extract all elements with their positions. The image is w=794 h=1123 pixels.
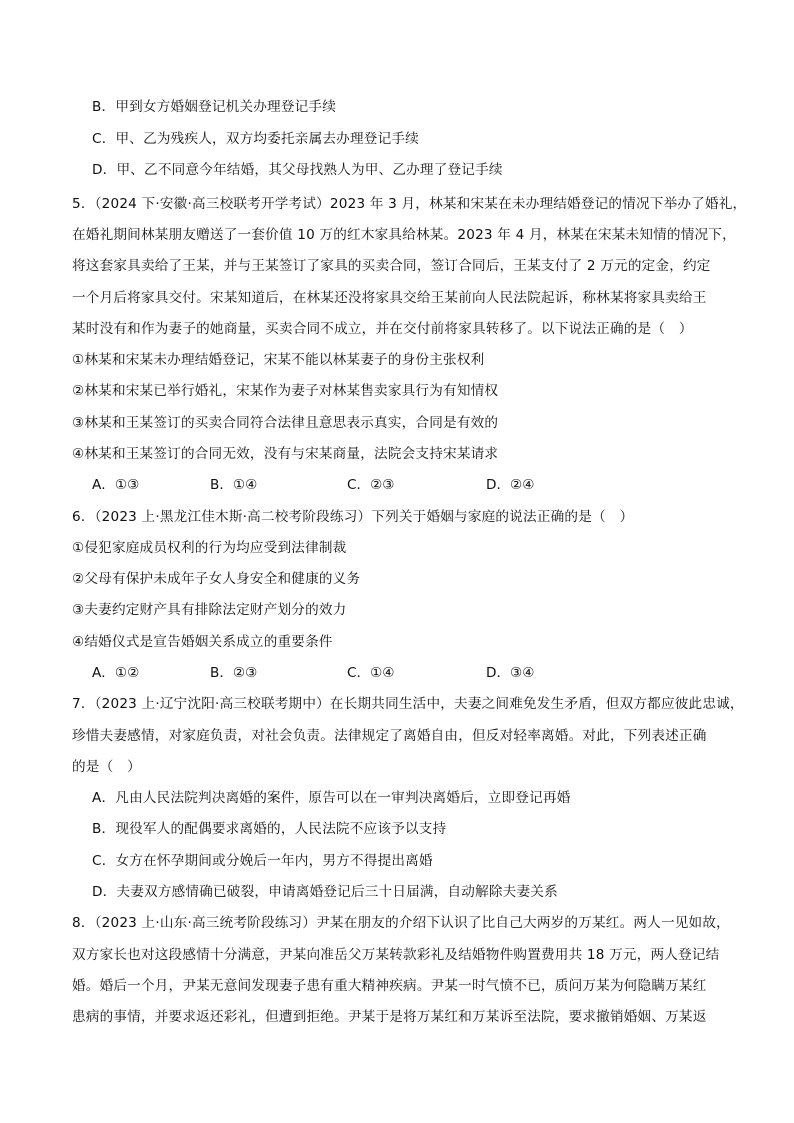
q4-option-d: D．甲、乙不同意今年结婚，其父母找熟人为甲、乙办理了登记手续 <box>92 162 503 178</box>
q5-option-a[interactable]: A．①③ <box>92 477 140 493</box>
q7-option-d[interactable]: D．夫妻双方感情确已破裂，申请离婚登记后三十日届满，自动解除夫妻关系 <box>92 884 558 900</box>
q5-stem-line-2: 在婚礼期间林某朋友赠送了一套价值 10 万的红木家具给林某。2023 年 4 月，林某在宋某未知情的情况下， <box>72 227 736 243</box>
q5-option-d[interactable]: D．②④ <box>486 477 535 493</box>
q6-option-a[interactable]: A．①② <box>92 665 140 681</box>
q5-stem-line-1: 5．（2024 下·安徽·高三校联考开学考试）2023 年 3 月，林某和宋某在未办理结婚登记的情况下举办了婚礼， <box>72 196 747 212</box>
q5-statement-4: ④林某和王某签订的合同无效，没有与宋某商量，法院会支持宋某请求 <box>72 446 499 462</box>
q5-stem-line-3: 将这套家具卖给了王某，并与王某签订了家具的买卖合同，签订合同后，王某支付了 2 万元的定金，约定 <box>72 258 711 274</box>
q6-stem-line-1: 6．（2023 上·黑龙江佳木斯·高二校考阶段练习）下列关于婚姻与家庭的说法正确的是（ ） <box>72 509 634 525</box>
q5-stem-line-5: 某时没有和作为妻子的她商量，买卖合同不成立，并在交付前将家具转移了。以下说法正确的是（ ） <box>72 321 693 337</box>
q6-statement-3: ③夫妻约定财产具有排除法定财产划分的效力 <box>72 602 347 618</box>
q7-option-a[interactable]: A．凡由人民法院判决离婚的案件，原告可以在一审判决离婚后，立即登记再婚 <box>92 790 571 806</box>
q5-stem-line-4: 一个月后将家具交付。宋某知道后，在林某还没将家具交给王某前向人民法院起诉，称林某将家具卖给王 <box>72 290 707 306</box>
q5-statement-3: ③林某和王某签订的买卖合同符合法律且意思表示真实，合同是有效的 <box>72 415 499 431</box>
q7-stem-line-3: 的是（ ） <box>72 759 141 775</box>
q6-option-b[interactable]: B．②③ <box>210 665 258 681</box>
q7-option-c[interactable]: C．女方在怀孕期间或分娩后一年内，男方不得提出离婚 <box>92 853 433 869</box>
q8-stem-line-4: 患病的事情，并要求返还彩礼，但遭到拒绝。尹某于是将万某红和万某诉至法院，要求撤销婚姻、万某返 <box>72 1009 707 1025</box>
q8-stem-line-2: 双方家长也对这段感情十分满意，尹某向准岳父万某转款彩礼及结婚物件购置费用共 18 万元，两人登记结 <box>72 947 720 963</box>
q6-statement-2: ②父母有保护未成年子女人身安全和健康的义务 <box>72 571 361 587</box>
q4-option-b: B．甲到女方婚姻登记机关办理登记手续 <box>92 99 337 115</box>
q7-stem-line-2: 珍惜夫妻感情，对家庭负责，对社会负责。法律规定了离婚自由，但反对轻率离婚。对此，下列表述正确 <box>72 728 707 744</box>
q8-stem-line-3: 婚。婚后一个月，尹某无意间发现妻子患有重大精神疾病。尹某一时气愤不已，质问万某为何隐瞒万某红 <box>72 978 707 994</box>
q5-statement-1: ①林某和宋某未办理结婚登记，宋某不能以林某妻子的身份主张权利 <box>72 352 485 368</box>
q5-options <box>92 475 732 495</box>
q6-option-d[interactable]: D．③④ <box>486 665 535 681</box>
q5-option-c[interactable]: C．②③ <box>347 477 395 493</box>
q8-stem-line-1: 8．（2023 上·山东·高三统考阶段练习）尹某在朋友的介绍下认识了比自己大两岁的万某红。两人一见如故， <box>72 915 730 931</box>
q6-options <box>92 663 732 683</box>
q4-option-c: C．甲、乙为残疾人，双方均委托亲属去办理登记手续 <box>92 131 419 147</box>
q7-option-b[interactable]: B．现役军人的配偶要求离婚的，人民法院不应该予以支持 <box>92 821 447 837</box>
q6-option-c[interactable]: C．①④ <box>347 665 395 681</box>
q7-stem-line-1: 7．（2023 上·辽宁沈阳·高三校联考期中）在长期共同生活中，夫妻之间难免发生矛盾，但双方都应彼此忠诚， <box>72 696 744 712</box>
q6-statement-1: ①侵犯家庭成员权利的行为均应受到法律制裁 <box>72 540 347 556</box>
q5-option-b[interactable]: B．①④ <box>210 477 258 493</box>
q6-statement-4: ④结婚仪式是宣告婚姻关系成立的重要条件 <box>72 634 333 650</box>
q5-statement-2: ②林某和宋某已举行婚礼，宋某作为妻子对林某售卖家具行为有知情权 <box>72 383 499 399</box>
